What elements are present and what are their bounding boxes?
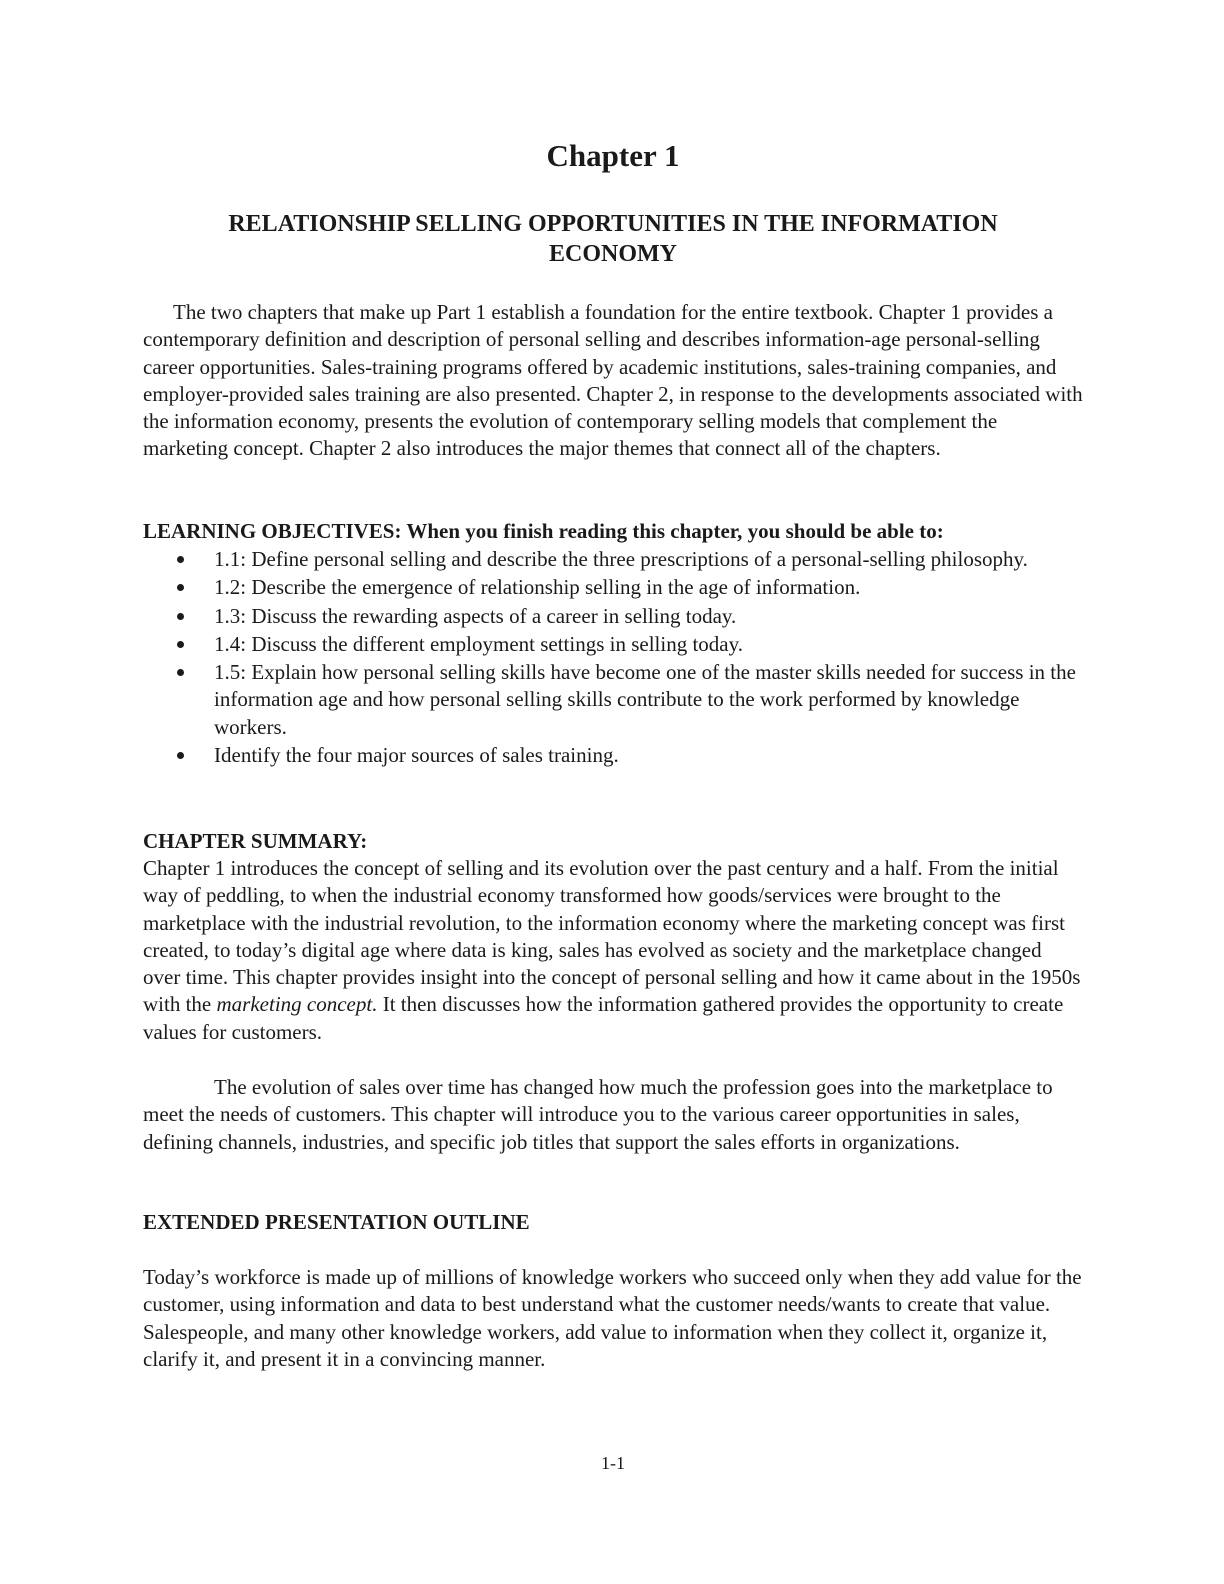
list-item [143,742,1083,769]
bullet-icon [177,752,184,759]
objective-text: 1.3: Discuss the rewarding aspects of a career in selling today. [214,603,737,628]
bullet-icon [177,641,184,648]
bullet-icon [177,669,184,676]
summary-italic-term: marketing concept. [216,992,378,1017]
chapter-summary-paragraph-1 [143,855,1083,1046]
chapter-summary-heading: CHAPTER SUMMARY: [143,829,368,853]
learning-objectives-list [143,546,1083,770]
summary-text-before: Chapter 1 introduces the concept of selling and its evolution over the past century and a half. From the initial way of peddling, to when the industrial economy transformed how goods/services were brought to the marketplace with the industrial revolution, to the information economy where the marketing concept was first created, to today’s digital age where data is king, sales has evolved as society and the marketplace changed over time. This chapter provides insight into the concept of personal selling and how it came about in the 1950s with the [143,856,1081,1017]
objective-text: 1.5: Explain how personal selling skills have become one of the master skills needed for success in the information age and how personal selling skills contribute to the work performed by knowledge workers. [214,660,1076,739]
chapter-summary-paragraph-2: The evolution of sales over time has changed how much the profession goes into the marketplace to meet the needs of customers. This chapter will introduce you to the various career opportunities in sales, defining channels, industries, and specific job titles that support the sales efforts in organizations. [143,1075,1053,1154]
chapter-title-line2: ECONOMY [549,241,677,267]
bullet-icon [177,584,184,591]
list-item [143,574,1083,601]
extended-outline-heading: EXTENDED PRESENTATION OUTLINE [143,1210,530,1234]
list-item [143,603,1083,630]
summary-text-after: It then discusses how the information gathered provides the opportunity to create values for customers. [143,992,1064,1044]
list-item [143,631,1083,658]
objective-text: 1.1: Define personal selling and describe the three prescriptions of a personal-selling philosophy. [214,547,1028,571]
chapter-title-line1: RELATIONSHIP SELLING OPPORTUNITIES IN THE INFORMATION [228,211,998,237]
bullet-icon [177,556,184,563]
chapter-title [143,209,1083,269]
list-item [143,546,1083,573]
list-item [143,659,1083,741]
objective-text: 1.2: Describe the emergence of relationship selling in the age of information. [214,575,861,600]
objective-text: Identify the four major sources of sales training. [214,743,619,768]
learning-objectives-heading: LEARNING OBJECTIVES: When you finish reading this chapter, you should be able to: [143,519,944,543]
objective-text: 1.4: Discuss the different employment settings in selling today. [214,631,744,656]
page-number: 1-1 [601,1453,625,1473]
chapter-number: Chapter 1 [546,138,680,173]
extended-outline-paragraph: Today’s workforce is made up of millions of knowledge workers who succeed only when they add value for the customer, using information and data to best understand what the customer needs/wants to create that value. Salespeople, and many other knowledge workers, add value to information when they collect it, organize it, clarify it, and present it in a convincing manner. [143,1265,1082,1371]
bullet-icon [177,613,184,620]
intro-paragraph: The two chapters that make up Part 1 establish a foundation for the entire textbook. Chapter 1 provides a contemporary definition and description of personal selling and describes information-age personal-selling career opportunities. Sales-training programs offered by academic institutions, sales-training companies, and employer-provided sales training are also presented. Chapter 2, in response to the developments associated with the information economy, presents the evolution of contemporary selling models that complement the marketing concept. Chapter 2 also introduces the major themes that connect all of the chapters. [143,300,1083,461]
